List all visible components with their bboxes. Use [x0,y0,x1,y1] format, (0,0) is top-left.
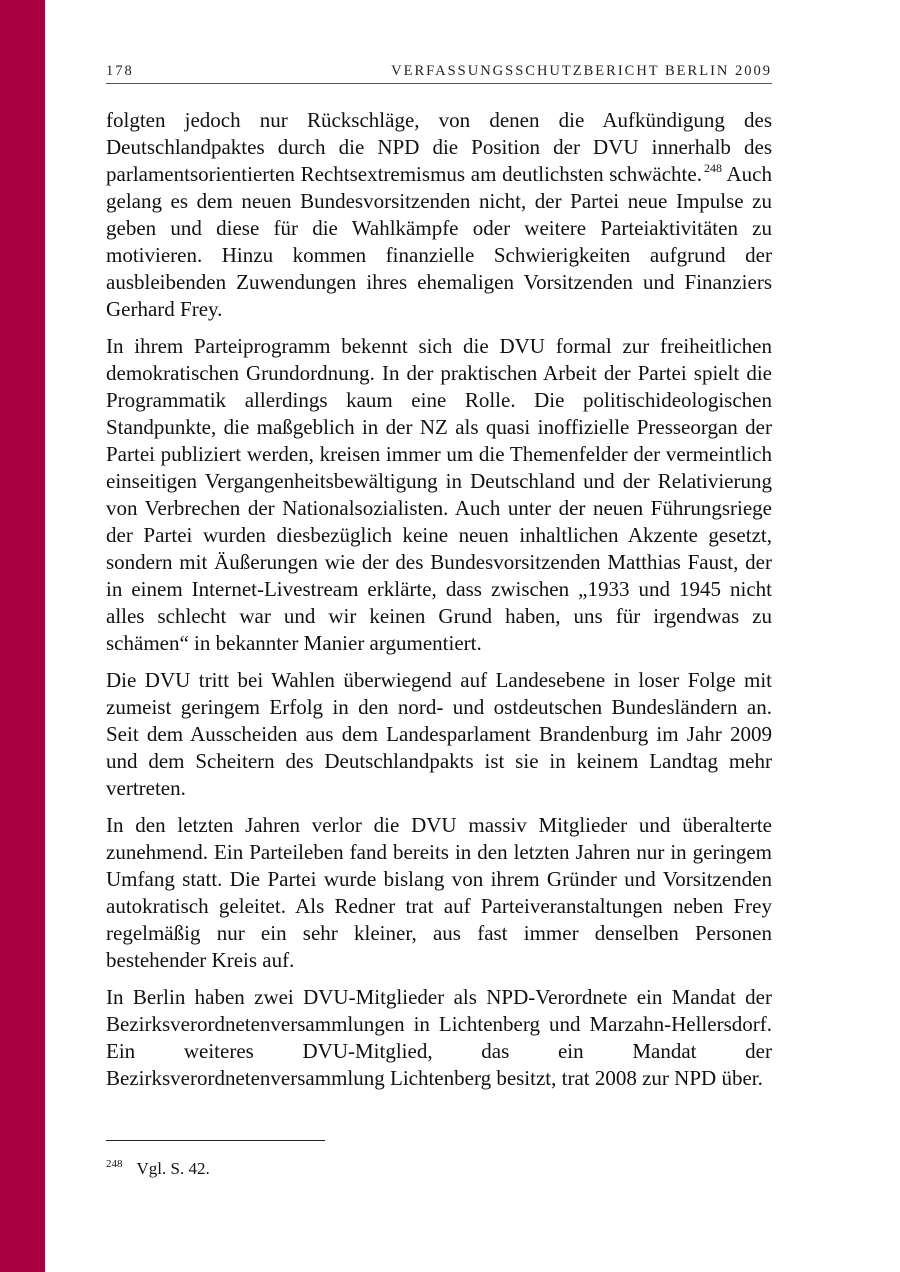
paragraph-2: In ihrem Parteiprogramm bekennt sich die DVU formal zur freiheitlichen demokratischen Grundordnung. In der praktischen Arbeit der Partei spielt die Programmatik allerdings kaum eine Rolle. Die politischideologischen Standpunkte, die maßgeblich in der NZ als quasi inoffizielle Presseorgan der Partei publiziert werden, kreisen immer um die Themenfelder der vermeintlich einseitigen Vergangenheitsbewältigung in Deutschland und der Relativierung von Verbrechen der Nationalsozialisten. Auch unter der neuen Führungsriege der Partei wurden diesbezüglich keine neuen inhaltlichen Akzente gesetzt, sondern mit Äußerungen wie der des Bundesvorsitzenden Matthias Faust, der in einem Internet-Livestream erklärte, dass zwischen „1933 und 1945 nicht alles schlecht war und wir keinen Grund haben, uns für irgendwas zu schämen“ in bekannter Manier argumentiert. [106,334,772,655]
footnote [106,1158,210,1179]
footnote-number: 248 [106,1158,123,1170]
paragraph-3: Die DVU tritt bei Wahlen überwiegend auf Landesebene in loser Folge mit zumeist geringem Erfolg in den nord- und ostdeutschen Bundesländern an. Seit dem Ausscheiden aus dem Landesparlament Brandenburg im Jahr 2009 und dem Scheitern des Deutschlandpakts ist sie in keinem Landtag mehr vertreten. [106,668,772,800]
paragraph-1-continuation: Auch gelang es dem neuen Bundesvorsitzenden nicht, der Partei neue Impulse zu geben und diese für die Wahlkämpfe oder weitere Parteiaktivitäten zu motivieren. Hinzu kommen finanzielle Schwierigkeiten aufgrund der ausbleibenden Zuwendungen ihres ehemaligen Vorsitzenden und Finanziers Gerhard Frey. [106,162,772,321]
body-text [106,107,772,1102]
footnote-separator [106,1140,325,1141]
running-header [106,63,772,84]
paragraph-1-text: folgten jedoch nur Rückschläge, von denen die Aufkündigung des Deutschlandpaktes durch die NPD die Position der DVU innerhalb des parlamentsorientierten Rechtsextremismus am deutlichsten schwächte. [106,108,772,186]
footnote-text: Vgl. S. 42. [136,1159,210,1178]
paragraph-5: In Berlin haben zwei DVU-Mitglieder als NPD-Verordnete ein Mandat der Bezirksverordnetenversammlungen in Lichtenberg und Marzahn-Hellersdorf. Ein weiteres DVU-Mitglied, das ein Mandat der Bezirksverordnetenversammlung Lichtenberg besitzt, trat 2008 zur NPD über. [106,985,772,1090]
footnote-reference[interactable]: 248 [703,161,722,175]
paragraph-1 [106,107,772,323]
page-edge-color-band [0,0,45,1272]
page-number: 178 [106,63,134,79]
running-title: VERFASSUNGSSCHUTZBERICHT BERLIN 2009 [391,63,772,79]
paragraph-4: In den letzten Jahren verlor die DVU massiv Mitglieder und überalterte zunehmend. Ein Parteileben fand bereits in den letzten Jahren nur in geringem Umfang statt. Die Partei wurde bislang von ihrem Gründer und Vorsitzenden autokratisch geleitet. Als Redner trat auf Parteiveranstaltungen neben Frey regelmäßig nur ein sehr kleiner, aus fast immer denselben Personen bestehender Kreis auf. [106,813,772,972]
